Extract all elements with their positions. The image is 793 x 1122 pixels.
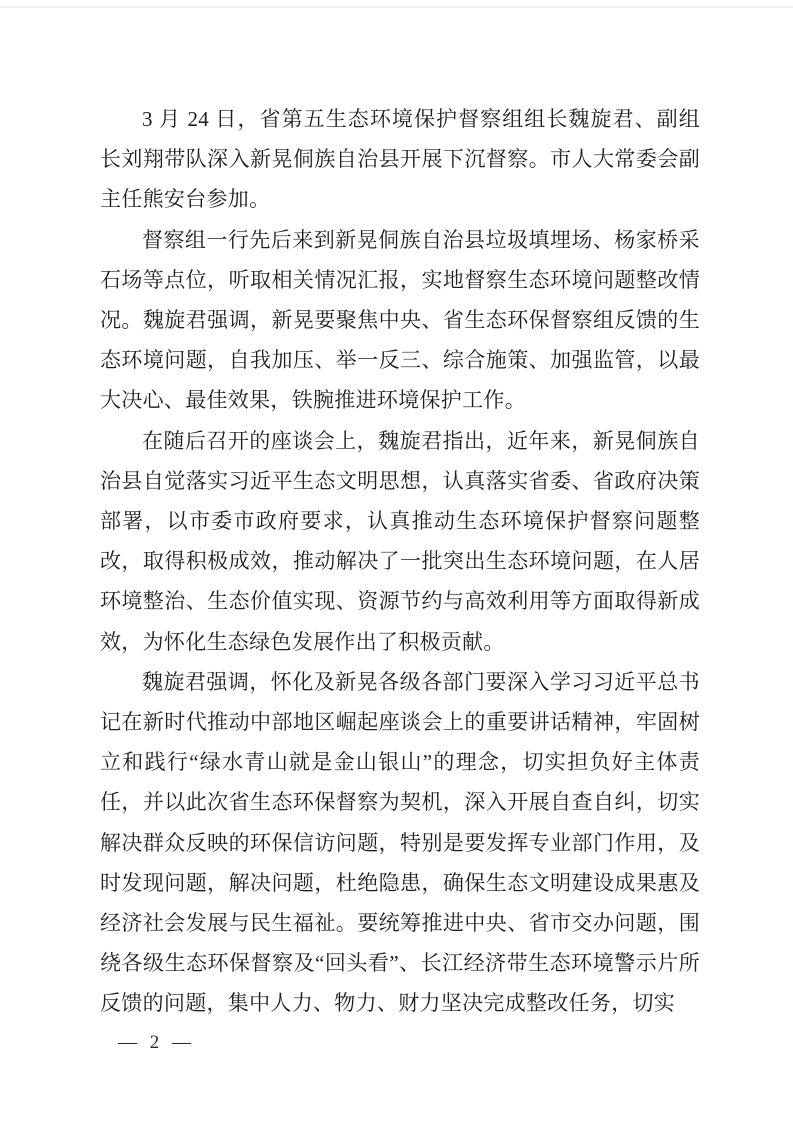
paragraph-4: 魏旋君强调，怀化及新晃各级各部门要深入学习习近平总书记在新时代推动中部地区崛起座谈会上的重要讲话精神，牢固树立和践行“绿水青山就是金山银山”的理念，切实担负好主体责任，并以此次省生态环保督察为契机，深入开展自查自纠，切实解决群众反映的环保信访问题，特别是要发挥专业部门作用，及时发现问题，解决问题，杜绝隐患，确保生态文明建设成果惠及经济社会发展与民生福祉。要统筹推进中央、省市交办问题，围绕各级生态环保督察及“回头看”、长江经济带生态环境警示片所反馈的问题，集中人力、物力、财力坚决完成整改任务，切实 [100, 669, 700, 1016]
document-body [100, 99, 700, 1024]
paragraph-2: 督察组一行先后来到新晃侗族自治县垃圾填埋场、杨家桥采石场等点位，听取相关情况汇报，实地督察生态环境问题整改情况。魏旋君强调，新晃要聚焦中央、省生态环保督察组反馈的生态环境问题，自我加压、举一反三、综合施策、加强监管，以最大决心、最佳效果，铁腕推进环境保护工作。 [100, 227, 700, 413]
paragraph-1: 3 月 24 日，省第五生态环境保护督察组组长魏旋君、副组长刘翔带队深入新晃侗族自治县开展下沉督察。市人大常委会副主任熊安台参加。 [100, 107, 700, 212]
paragraph-3: 在随后召开的座谈会上，魏旋君指出，近年来，新晃侗族自治县自觉落实习近平生态文明思想，认真落实省委、省政府决策部署，以市委市政府要求，认真推动生态环境保护督察问题整改，取得积极成效，推动解决了一批突出生态环境问题，在人居环境整治、生态价值实现、资源节约与高效利用等方面取得新成效，为怀化生态绿色发展作出了积极贡献。 [100, 428, 700, 654]
page-number: — 2 — [118, 1032, 195, 1053]
scan-artifact-line [0, 6, 793, 8]
